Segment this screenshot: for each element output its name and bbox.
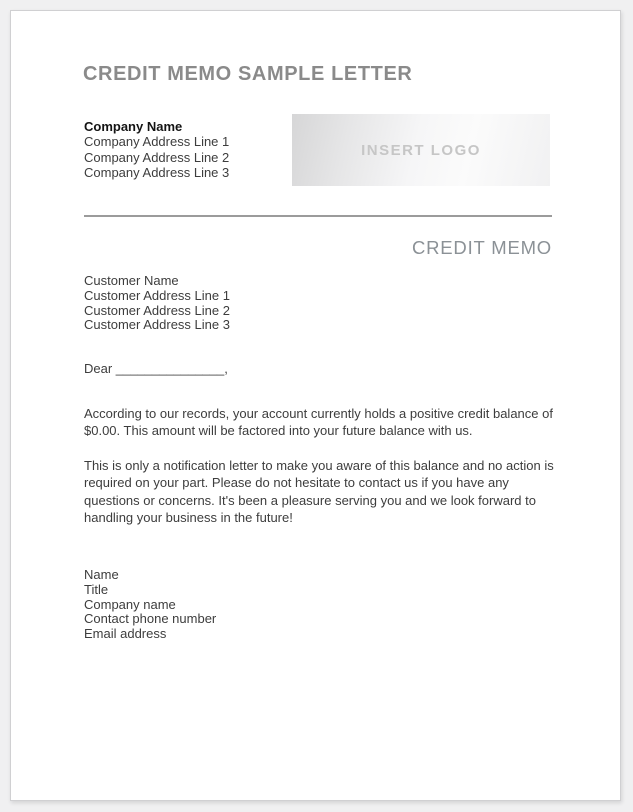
body-paragraph-notification: This is only a notification letter to make you aware of this balance and no action is required on your part. Please do not hesitate to contact us if you have any questions or concerns. It's been a pleasure serving you and we look forward to handling your business in the future!	[84, 458, 554, 525]
document-title: CREDIT MEMO SAMPLE LETTER	[83, 63, 413, 85]
signature-line: Email address	[84, 626, 167, 642]
customer-line: Customer Address Line 1	[84, 287, 230, 303]
signature-line: Company name	[84, 596, 176, 612]
company-name: Company Name	[84, 119, 183, 134]
insert-logo-label: INSERT LOGO	[361, 141, 481, 159]
insert-logo-placeholder	[292, 114, 550, 186]
company-address-line: Company Address Line 3	[84, 164, 230, 180]
signature-line: Title	[84, 581, 109, 597]
body-paragraph-balance-notice: According to our records, your account currently holds a positive credit balance of $0.00. This amount will be factored into your future balance with us.	[84, 406, 553, 439]
signature-block	[84, 568, 216, 642]
salutation-line: Dear _______________,	[84, 361, 228, 376]
company-address-block	[84, 119, 229, 180]
customer-line: Customer Address Line 3	[84, 317, 230, 333]
customer-line: Customer Address Line 2	[84, 302, 230, 318]
horizontal-divider	[84, 215, 552, 217]
letter-page	[10, 10, 621, 801]
customer-address-block	[84, 274, 230, 333]
signature-line: Name	[84, 567, 119, 582]
company-address-line: Company Address Line 2	[84, 149, 230, 165]
company-address-line: Company Address Line 1	[84, 134, 230, 150]
customer-line: Customer Name	[84, 273, 179, 288]
credit-memo-heading: CREDIT MEMO	[411, 237, 552, 258]
signature-line: Contact phone number	[84, 611, 217, 627]
